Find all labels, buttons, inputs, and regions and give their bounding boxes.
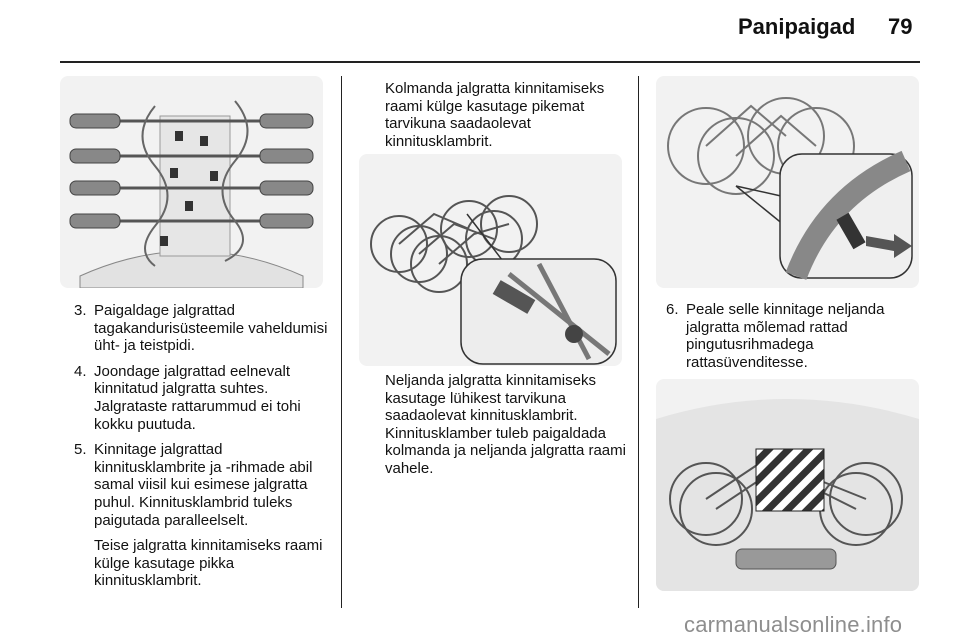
steps-list-col1 xyxy=(68,302,334,590)
step-text: Paigaldage jalgrattad tagakandurisüsteemile vaheldumisi üht- ja teistpidi. xyxy=(94,302,328,355)
step-number: 6. xyxy=(666,301,679,318)
page-header-title: Panipaigad xyxy=(738,14,856,39)
steps-list-col3 xyxy=(660,301,918,371)
step-number: 3. xyxy=(74,302,87,319)
watermark: carmanualsonline.info xyxy=(684,612,903,637)
step-text: Kinnitage jalgrattad kinnitusklambrite ja -rihmade abil samal viisil kui esimese jalgratta puhul. Kinnitusklambrid tuleks paigutada paralleelselt. xyxy=(94,441,313,529)
figure-clamp-third-bike xyxy=(359,154,622,366)
figure-rear-view-warning-board xyxy=(656,379,919,591)
header-rule xyxy=(60,61,920,63)
step-text: Joondage jalgrattad eelnevalt kinnitatud jalgratta suhtes. Jalgrataste rattarummud ei tohi kokku puutuda. xyxy=(94,362,301,433)
column-divider-left xyxy=(341,76,342,608)
step-5-extra-paragraph: Teise jalgratta kinnitamiseks raami külge kasutage pikka kinnitusklambrit. xyxy=(94,537,323,590)
step-text: Peale selle kinnitage neljanda jalgratta mõlemad rattad pingutusrihmadega rattasüvenditesse. xyxy=(686,301,885,371)
column-1-text xyxy=(68,302,334,598)
figure-bike-rack-top-view xyxy=(60,76,323,288)
page-number: 79 xyxy=(888,14,913,39)
paragraph-third-bike-clamp: Kolmanda jalgratta kinnitamiseks raami külge kasutage pikemat tarvikuna saadaolevat kinnitusklambrit. xyxy=(385,80,605,150)
figure-wheel-strap xyxy=(656,76,919,288)
step-number: 5. xyxy=(74,441,87,459)
step-number: 4. xyxy=(74,362,87,380)
step-3 xyxy=(68,302,334,355)
column-divider-right xyxy=(638,76,639,608)
paragraph-fourth-bike-clamp: Neljanda jalgratta kinnitamiseks kasutage lühikest tarvikuna saadaolevat kinnitusklambrit. Kinnitusklamber tuleb paigaldada kolmanda ja neljanda jalgratta raami vahele. xyxy=(385,372,626,477)
column-3-text xyxy=(660,301,918,379)
step-4 xyxy=(68,363,334,433)
step-6 xyxy=(660,301,918,371)
column-2-paragraph-1 xyxy=(385,80,625,150)
step-5 xyxy=(68,441,334,590)
column-2-paragraph-2 xyxy=(385,372,629,478)
